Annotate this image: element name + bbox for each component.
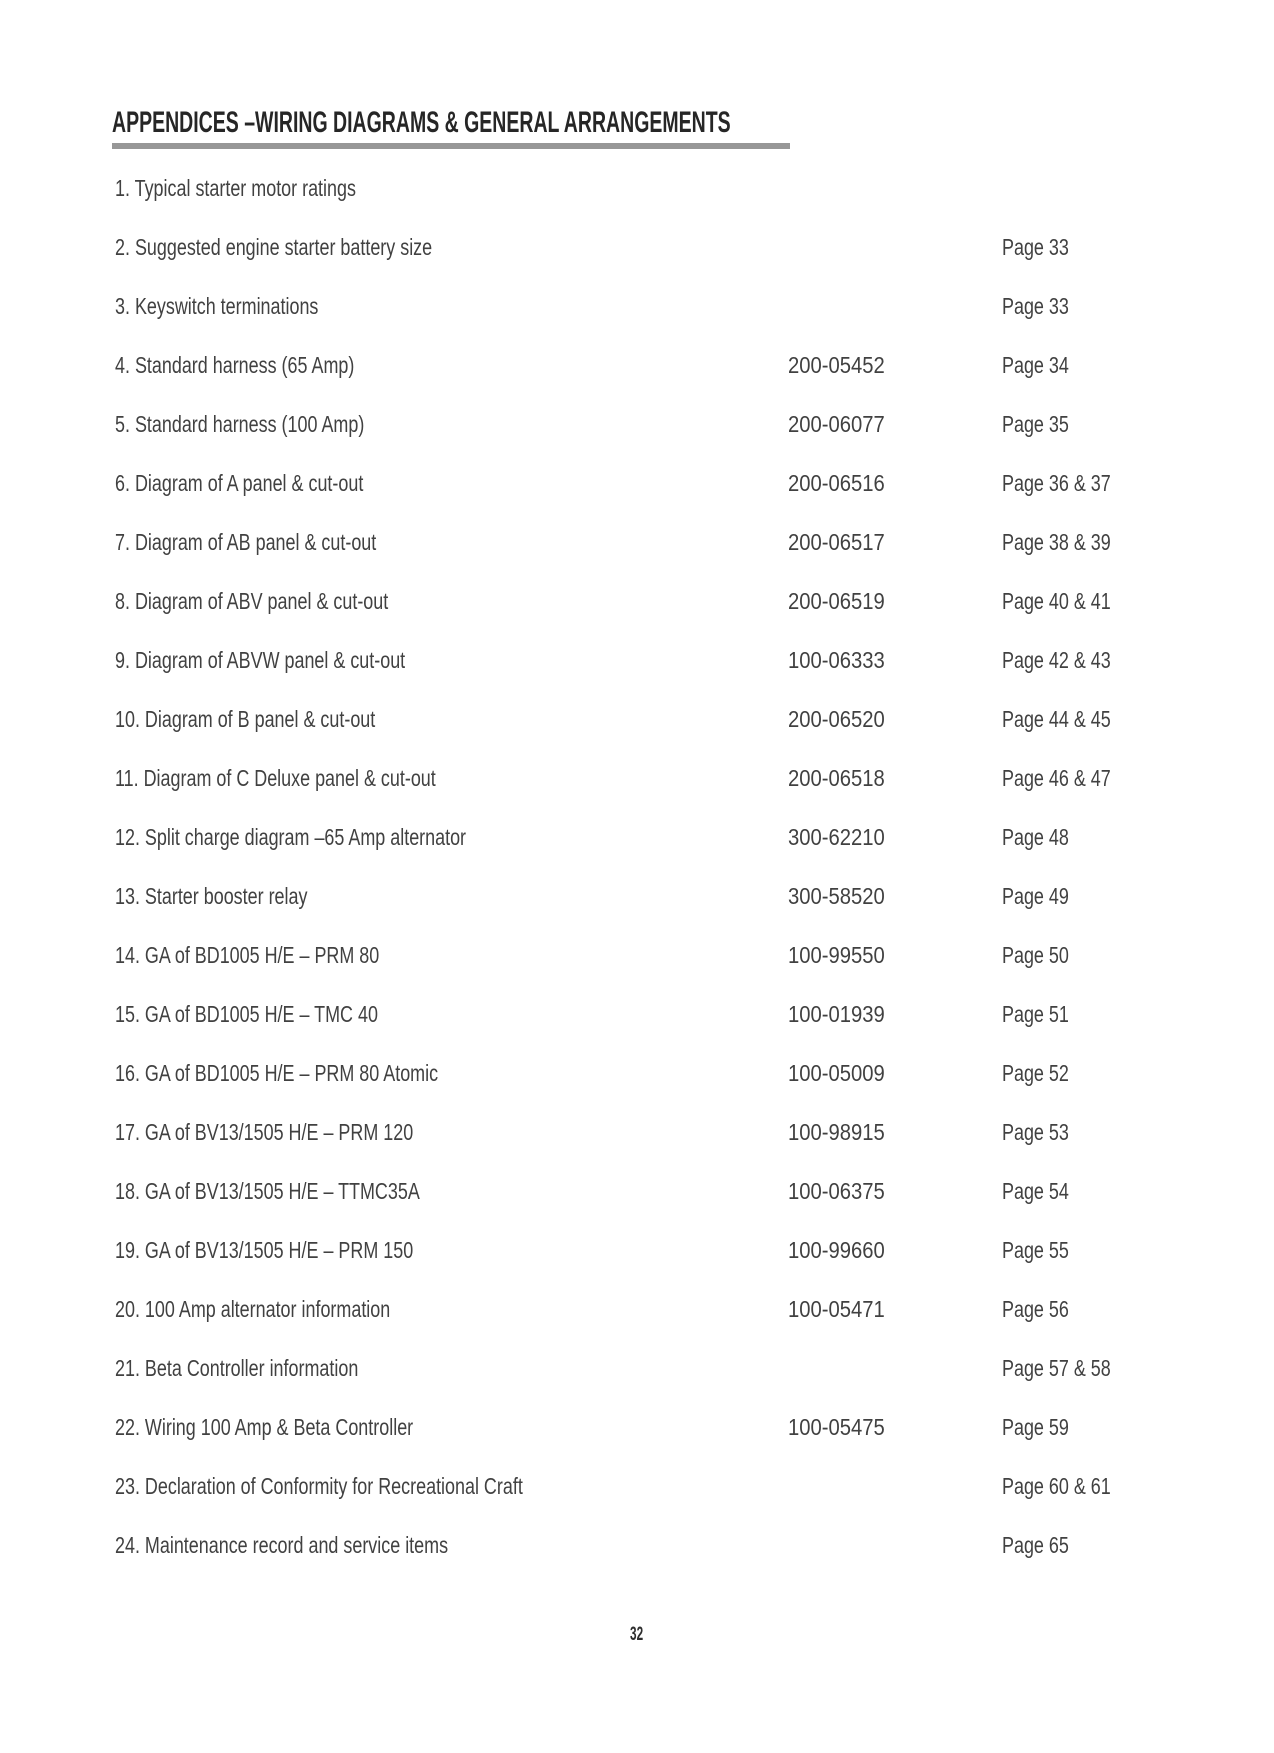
toc-item-page-ref: Page 44 & 45 (1002, 706, 1111, 732)
toc-item-part-number: 100-98915 (788, 1119, 885, 1145)
toc-row (0, 766, 1274, 790)
toc-row (0, 1238, 1274, 1262)
toc-row (0, 235, 1274, 259)
toc-row (0, 1533, 1274, 1557)
page-number-text: 32 (630, 1624, 644, 1645)
toc-item-page-ref: Page 51 (1002, 1001, 1069, 1027)
toc-item-label: 12. Split charge diagram –65 Amp alternator (115, 824, 467, 850)
toc-item-label: 9. Diagram of ABVW panel & cut-out (115, 647, 406, 673)
toc-item-label: 21. Beta Controller information (115, 1355, 359, 1381)
toc-item-part-number: 100-99660 (788, 1237, 885, 1263)
toc-item-page-ref: Page 49 (1002, 883, 1069, 909)
toc-row (0, 884, 1274, 908)
toc-item-page-ref: Page 60 & 61 (1002, 1473, 1111, 1499)
toc-item-label: 11. Diagram of C Deluxe panel & cut-out (115, 765, 436, 791)
toc-item-page-ref: Page 36 & 37 (1002, 470, 1111, 496)
toc-item-page-ref: Page 54 (1002, 1178, 1069, 1204)
toc-row (0, 589, 1274, 613)
toc-item-part-number: 100-06333 (788, 647, 885, 673)
toc-row (0, 353, 1274, 377)
toc-item-page-ref: Page 42 & 43 (1002, 647, 1111, 673)
toc-item-part-number: 200-06517 (788, 529, 885, 555)
toc-item-part-number: 200-06518 (788, 765, 885, 791)
toc-item-part-number: 200-06519 (788, 588, 885, 614)
page-title-text: APPENDICES –WIRING DIAGRAMS & GENERAL ARRANGEMENTS (112, 106, 731, 139)
toc-item-page-ref: Page 35 (1002, 411, 1069, 437)
toc-item-part-number: 200-06520 (788, 706, 885, 732)
toc-item-label: 22. Wiring 100 Amp & Beta Controller (115, 1414, 414, 1440)
toc-item-label: 1. Typical starter motor ratings (115, 175, 356, 201)
toc-item-part-number: 100-01939 (788, 1001, 885, 1027)
toc-item-page-ref: Page 46 & 47 (1002, 765, 1111, 791)
toc-row (0, 1415, 1274, 1439)
toc-row (0, 471, 1274, 495)
page-number (0, 1624, 1274, 1646)
toc-row (0, 412, 1274, 436)
toc-item-label: 7. Diagram of AB panel & cut-out (115, 529, 377, 555)
toc-item-label: 18. GA of BV13/1505 H/E – TTMC35A (115, 1178, 420, 1204)
toc-item-page-ref: Page 57 & 58 (1002, 1355, 1111, 1381)
toc-item-label: 20. 100 Amp alternator information (115, 1296, 391, 1322)
toc-item-part-number: 100-99550 (788, 942, 885, 968)
toc-item-label: 6. Diagram of A panel & cut-out (115, 470, 364, 496)
toc-item-label: 19. GA of BV13/1505 H/E – PRM 150 (115, 1237, 414, 1263)
toc-item-part-number: 100-06375 (788, 1178, 885, 1204)
toc-item-part-number: 100-05009 (788, 1060, 885, 1086)
toc-item-part-number: 100-05475 (788, 1414, 885, 1440)
toc-item-label: 24. Maintenance record and service items (115, 1532, 449, 1558)
toc-row (0, 530, 1274, 554)
toc-item-label: 15. GA of BD1005 H/E – TMC 40 (115, 1001, 378, 1027)
toc-item-page-ref: Page 56 (1002, 1296, 1069, 1322)
toc-row (0, 1297, 1274, 1321)
toc-item-page-ref: Page 59 (1002, 1414, 1069, 1440)
toc-row (0, 294, 1274, 318)
toc-row (0, 648, 1274, 672)
toc-item-page-ref: Page 33 (1002, 234, 1069, 260)
toc-item-label: 2. Suggested engine starter battery size (115, 234, 433, 260)
toc-row (0, 707, 1274, 731)
toc-item-page-ref: Page 65 (1002, 1532, 1069, 1558)
toc-item-label: 13. Starter booster relay (115, 883, 308, 909)
toc-row (0, 1179, 1274, 1203)
toc-item-label: 5. Standard harness (100 Amp) (115, 411, 365, 437)
toc-item-label: 10. Diagram of B panel & cut-out (115, 706, 376, 732)
toc-item-part-number: 200-05452 (788, 352, 885, 378)
toc-row (0, 943, 1274, 967)
toc-item-page-ref: Page 48 (1002, 824, 1069, 850)
toc-item-label: 4. Standard harness (65 Amp) (115, 352, 355, 378)
toc-row (0, 176, 1274, 200)
toc-row (0, 825, 1274, 849)
toc-item-part-number: 300-62210 (788, 824, 885, 850)
toc-row (0, 1120, 1274, 1144)
toc-item-label: 8. Diagram of ABV panel & cut-out (115, 588, 389, 614)
toc-item-label: 17. GA of BV13/1505 H/E – PRM 120 (115, 1119, 414, 1145)
toc-item-label: 16. GA of BD1005 H/E – PRM 80 Atomic (115, 1060, 439, 1086)
toc-item-page-ref: Page 40 & 41 (1002, 588, 1111, 614)
toc-item-page-ref: Page 53 (1002, 1119, 1069, 1145)
toc-row (0, 1356, 1274, 1380)
toc-item-part-number: 300-58520 (788, 883, 885, 909)
toc-item-page-ref: Page 38 & 39 (1002, 529, 1111, 555)
toc-item-part-number: 200-06516 (788, 470, 885, 496)
toc-item-label: 14. GA of BD1005 H/E – PRM 80 (115, 942, 380, 968)
toc-row (0, 1474, 1274, 1498)
toc-row (0, 1002, 1274, 1026)
toc-item-page-ref: Page 55 (1002, 1237, 1069, 1263)
toc-item-page-ref: Page 52 (1002, 1060, 1069, 1086)
toc-row (0, 1061, 1274, 1085)
toc-item-page-ref: Page 34 (1002, 352, 1069, 378)
toc-item-label: 23. Declaration of Conformity for Recreational Craft (115, 1473, 523, 1499)
toc-item-page-ref: Page 50 (1002, 942, 1069, 968)
toc-item-page-ref: Page 33 (1002, 293, 1069, 319)
toc-item-part-number: 100-05471 (788, 1296, 885, 1322)
toc-item-part-number: 200-06077 (788, 411, 885, 437)
toc-item-label: 3. Keyswitch terminations (115, 293, 319, 319)
